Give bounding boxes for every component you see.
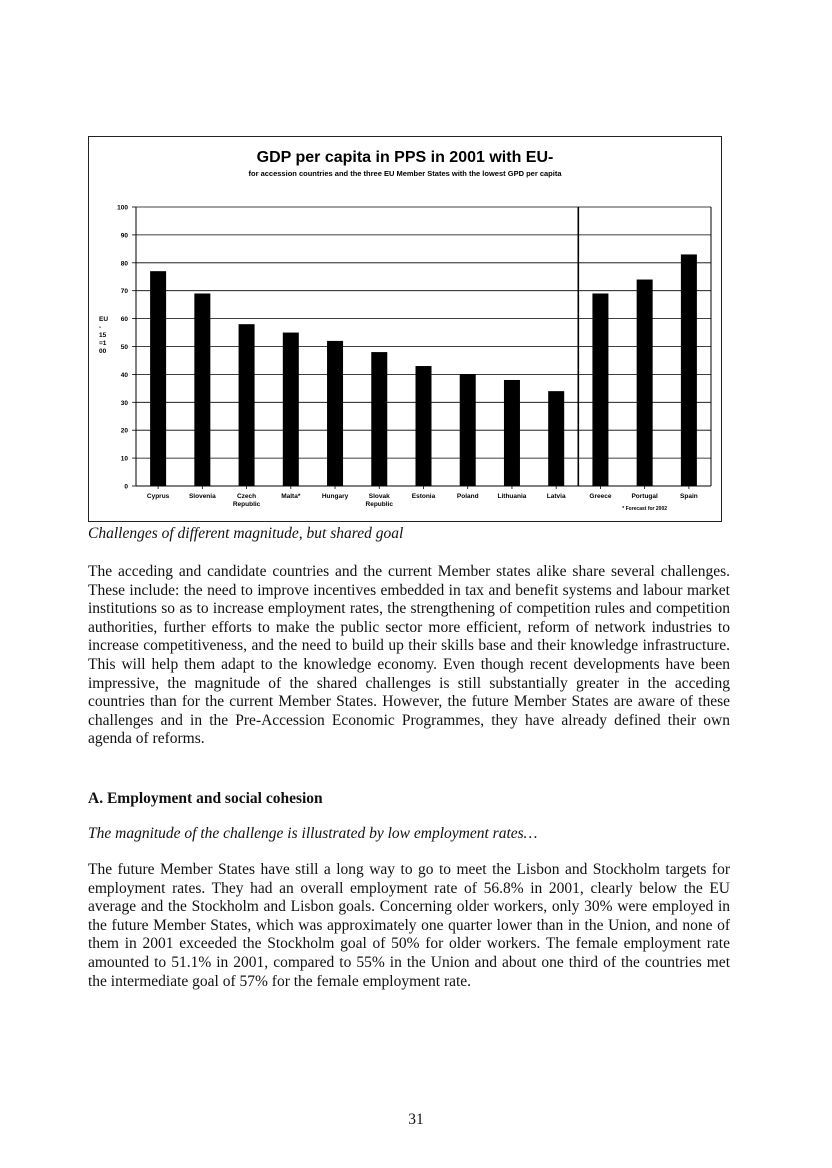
x-tick-label: Poland	[456, 493, 479, 500]
x-tick-label: Portugal	[631, 493, 658, 500]
paragraph-employment: The future Member States have still a long way to go to meet the Lisbon and Stockholm targets for employment rates. They had an overall employment rate of 56.8% in 2001, clearly below the EU average and the Stockholm and Lisbon goals. Concerning older workers, only 30% were employed in the future Member States, which was approximately one quarter lower than in the Union, and none of them in 2001 exceeded the Stockholm goal of 50% for older workers. The female employment rate amounted to 51.1% in 2001, compared to 55% in the Union and about one third of the countries met the intermediate goal of 57% for the female employment rate.	[88, 861, 730, 990]
y-tick-label: 30	[120, 399, 128, 407]
y-tick-label: 80	[120, 260, 128, 268]
chart-subtitle: for accession countries and the three EU Member States with the lowest GPD per capita	[248, 169, 562, 178]
y-axis-label: 00	[99, 348, 107, 355]
y-tick-label: 60	[120, 316, 128, 324]
y-tick-label: 70	[120, 288, 128, 296]
section-subheading: The magnitude of the challenge is illustrated by low employment rates…	[88, 825, 538, 842]
y-tick-label: 100	[117, 204, 128, 212]
bar	[681, 254, 697, 486]
bar	[327, 341, 343, 486]
y-axis-label: 15	[99, 332, 107, 339]
x-tick-label: Cyprus	[146, 493, 170, 500]
x-tick-label: Republic	[232, 501, 261, 508]
bar	[637, 280, 653, 486]
y-axis-label: =1	[99, 340, 107, 347]
figure-caption: Challenges of different magnitude, but shared goal	[88, 525, 404, 542]
x-tick-label: Slovak	[368, 493, 390, 500]
x-tick-label: Hungary	[321, 493, 349, 500]
chart-plot	[89, 137, 723, 523]
bar	[194, 293, 210, 486]
chart-title: GDP per capita in PPS in 2001 with EU-	[256, 149, 554, 166]
page-number: 31	[408, 1111, 424, 1128]
x-tick-label: Greece	[589, 493, 612, 500]
x-tick-label: Slovenia	[188, 493, 216, 500]
y-tick-label: 0	[124, 483, 128, 491]
x-tick-label: Malta*	[281, 493, 301, 500]
y-tick-label: 10	[120, 455, 128, 463]
bar	[371, 352, 387, 486]
y-tick-label: 50	[120, 344, 128, 351]
gdp-chart	[88, 136, 722, 522]
section-heading: A. Employment and social cohesion	[88, 790, 323, 807]
bar	[504, 380, 520, 486]
bar	[592, 293, 608, 486]
y-tick-label: 20	[120, 427, 128, 435]
bar	[283, 333, 299, 486]
x-tick-label: Estonia	[411, 493, 436, 500]
x-tick-label: Latvia	[546, 493, 566, 500]
paragraph-intro: The acceding and candidate countries and the current Member states alike share several challenges. These include: the need to improve incentives embedded in tax and benefit systems and labour market institutions so as to increase employment rates, the strengthening of competition rules and competition authorities, further efforts to make the public sector more efficient, reform of network industries to increase competitiveness, and the need to build up their skills base and their knowledge infrastructure. This will help them adapt to the knowledge economy. Even though recent developments have been impressive, the magnitude of the shared challenges is still substantially greater in the acceding countries than for the current Member States. However, the future Member States are aware of these challenges and in the Pre-Accession Economic Programmes, they have already defined their own agenda of reforms.	[88, 563, 730, 748]
x-tick-label: Lithuania	[497, 493, 527, 500]
y-tick-label: 40	[120, 371, 128, 379]
bar	[150, 271, 166, 486]
bar	[548, 391, 564, 486]
chart-footnote: * Forecast for 2002	[622, 506, 668, 512]
bar	[460, 374, 476, 486]
y-axis-label: EU	[99, 316, 109, 323]
x-tick-label: Republic	[365, 501, 393, 508]
bar	[239, 324, 255, 486]
y-axis-label: -	[99, 324, 102, 331]
x-tick-label: Spain	[680, 493, 698, 500]
y-tick-label: 90	[120, 232, 128, 240]
bar	[416, 366, 432, 486]
x-tick-label: Czech	[236, 493, 257, 500]
